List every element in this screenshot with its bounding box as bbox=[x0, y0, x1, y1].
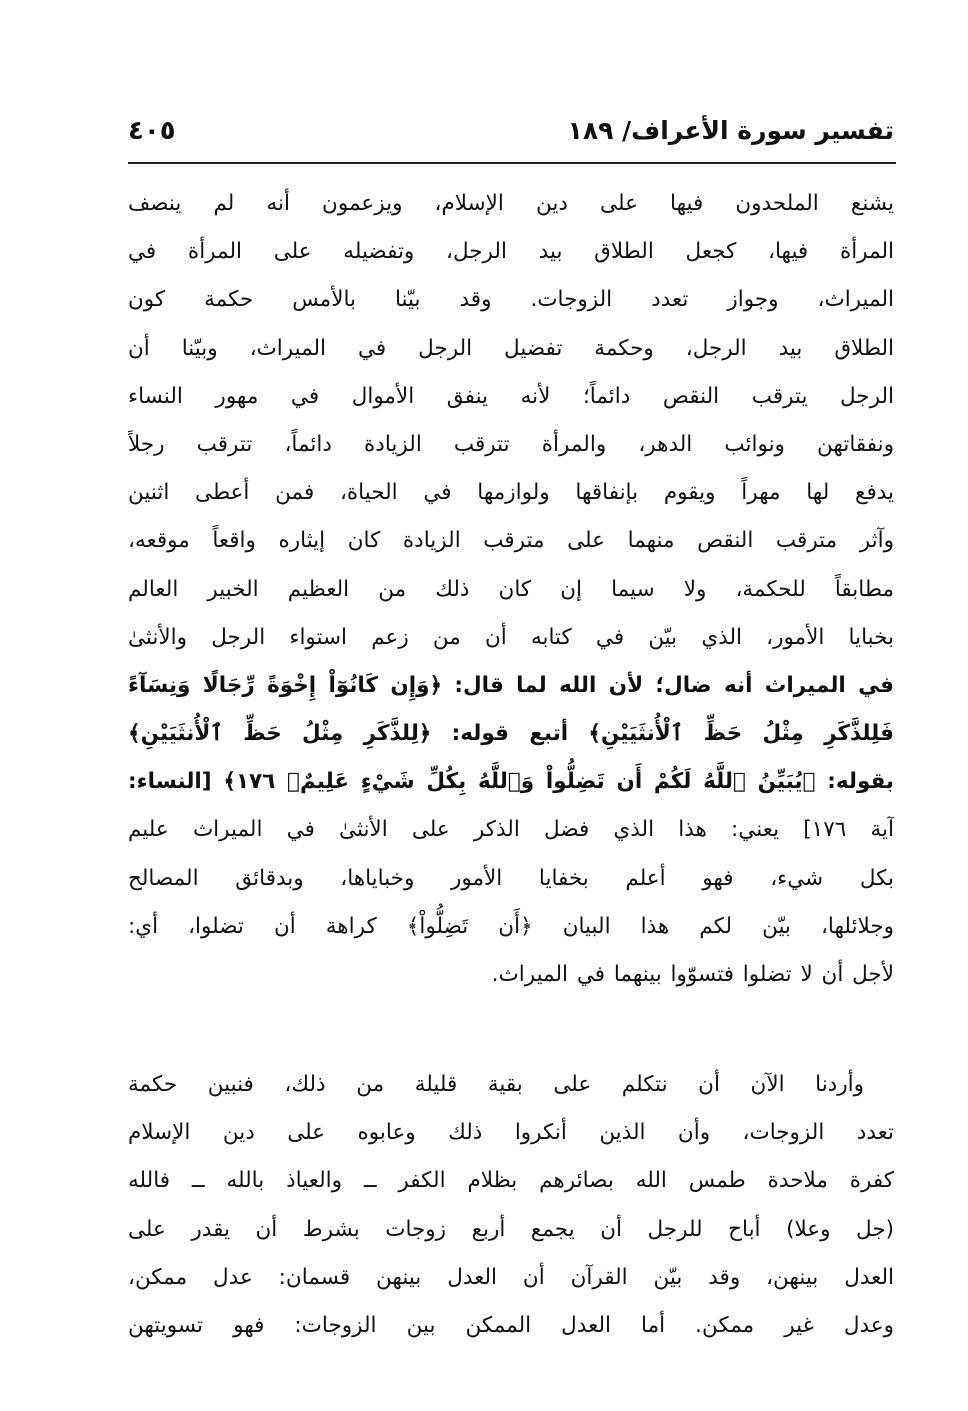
text-line: العدل بينهن، وقد بيّن القرآن أن العدل بينهن قسمان: عدل ممكن، bbox=[128, 1264, 894, 1290]
text-line: ونفقاتهن ونوائب الدهر، والمرأة تترقب الزيادة دائماً، تترقب رجلاً bbox=[128, 431, 894, 457]
page-header bbox=[128, 112, 894, 160]
text-line: وعدل غير ممكن. أما العدل الممكن بين الزوجات: فهو تسويتهن bbox=[128, 1312, 894, 1338]
text-line: وجلائلها، بيّن لكم هذا البيان ﴿أَن تَضِلُّواْ﴾ كراهة أن تضلوا، أي: bbox=[128, 913, 894, 939]
page-number: ٤٠٥ bbox=[128, 116, 176, 146]
quran-verse-line: في الميراث أنه ضال؛ لأن الله لما قال: ﴿وَإِن كَانُوٓاْ إِخْوَةً رِّجَالًا وَنِسَآءً bbox=[128, 672, 894, 698]
text-line: كفرة ملاحدة طمس الله بصائرهم بظلام الكفر ــ والعياذ بالله ــ فالله bbox=[128, 1168, 894, 1194]
text-line: الميراث، وجواز تعدد الزوجات. وقد بيّنا بالأمس حكمة كون bbox=[128, 287, 894, 313]
text-line: يدفع لها مهراً ويقوم بإنفاقها ولوازمها في الحياة، فمن أعطى اثنين bbox=[128, 480, 894, 506]
text-line: الطلاق بيد الرجل، وحكمة تفضيل الرجل في الميراث، وبيّنا أن bbox=[128, 335, 894, 361]
text-line: (جل وعلا) أباح للرجل أن يجمع أربع زوجات بشرط أن يقدر على bbox=[128, 1216, 894, 1242]
text-line: مطابقاً للحكمة، ولا سيما إن كان ذلك من العظيم الخبير العالم bbox=[128, 576, 894, 602]
text-line: الرجل يترقب النقص دائماً؛ لأنه ينفق الأموال في مهور النساء bbox=[128, 383, 894, 409]
text-line: وأردنا الآن أن نتكلم على بقية قليلة من ذلك، فنبين حكمة bbox=[128, 1072, 864, 1097]
running-title: تفسير سورة الأعراف/ ١٨٩ bbox=[567, 116, 894, 145]
paragraph-2 bbox=[128, 1061, 894, 1350]
text-line: لأجل أن لا تضلوا فتسوّوا بينهما في الميراث. bbox=[491, 962, 894, 987]
quran-verse-line: بقوله: ﴿يُبَيِّنُ ٱللَّهُ لَكُمْ أَن تَضِلُّواْ وَٱللَّهُ بِكُلِّ شَيْءٍ عَلِيمٌۢ ١٧٦﴾ [النساء: bbox=[128, 769, 894, 795]
text-line: آية ١٧٦] يعني: هذا الذي فضل الذكر على الأنثىٰ في الميراث عليم bbox=[128, 817, 894, 843]
text-line: وآثر مترقب النقص منهما على مترقب الزيادة كان إيثاره واقعاً موقعه، bbox=[128, 528, 894, 554]
text-line: بكل شيء، فهو أعلم بخفايا الأمور وخباياها، وبدقائق المصالح bbox=[128, 865, 894, 891]
text-line: تعدد الزوجات، وأن الذين أنكروا ذلك وعابوه على دين الإسلام bbox=[128, 1120, 894, 1146]
header-rule bbox=[128, 162, 896, 164]
quran-verse-line: فَلِلذَّكَرِ مِثْلُ حَظِّ ٱلْأُنثَيَيْنِ﴾ أتبع قوله: ﴿لِلذَّكَرِ مِثْلُ حَظِّ ٱلْأُنثَيَيْنِ﴾ bbox=[128, 721, 894, 747]
text-line: المرأة فيها، كجعل الطلاق بيد الرجل، وتفضيله على المرأة في bbox=[128, 239, 894, 265]
paragraph-1 bbox=[128, 180, 894, 999]
text-line: يشنع الملحدون فيها على دين الإسلام، ويزعمون أنه لم ينصف bbox=[128, 191, 894, 216]
text-line: بخبايا الأمور، الذي بيّن في كتابه أن من زعم استواء الرجل والأنثىٰ bbox=[128, 624, 894, 650]
